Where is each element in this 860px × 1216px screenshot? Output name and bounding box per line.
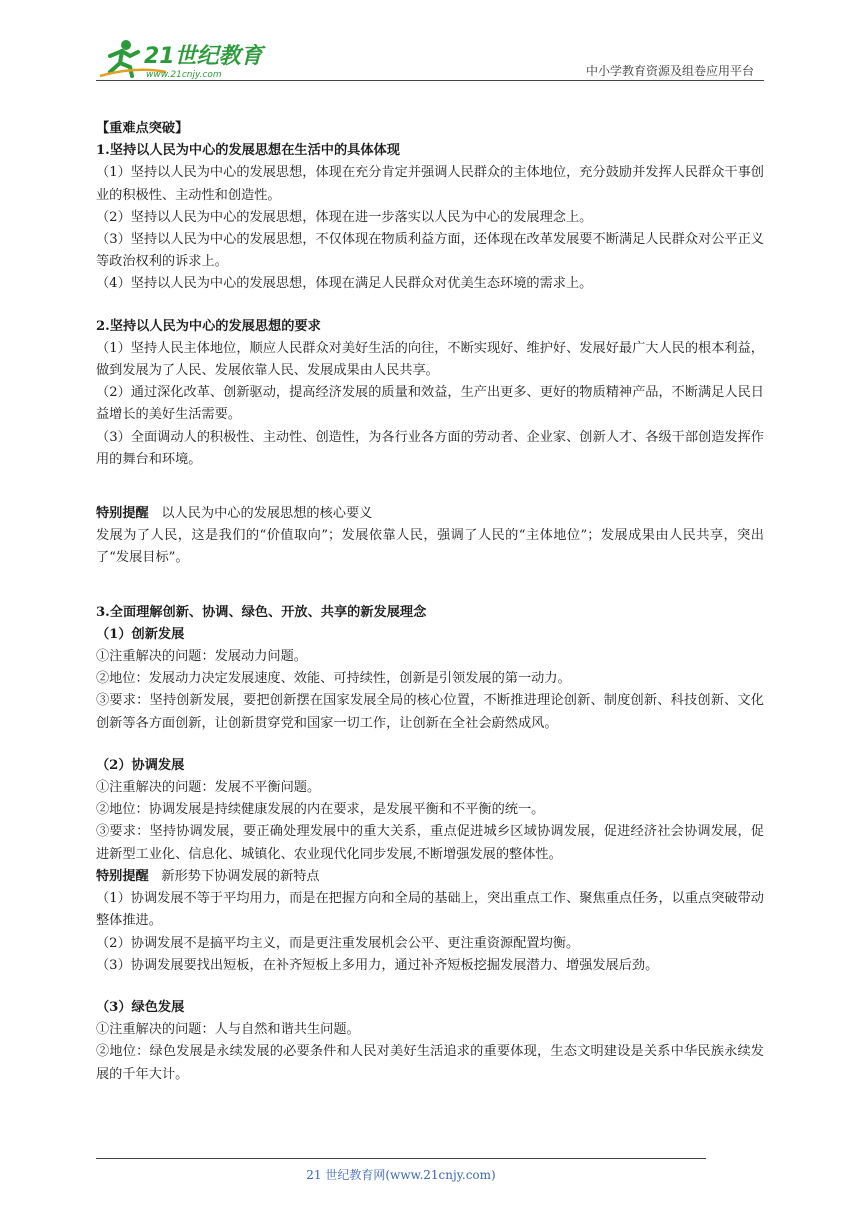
tip-body: 发展为了人民，这是我们的“价值取向”；发展依靠人民，强调了人民的“主体地位”；发展成果由人民共享，突出了“发展目标”。 [96,528,764,566]
logo-runner-icon [96,36,266,82]
document-body [96,118,764,1086]
logo [96,36,266,82]
heading-2: 2.坚持以人民为中心的发展思想的要求 [96,318,321,334]
platform-name: 中小学教育资源及组卷应用平台 [585,64,754,78]
subheading-coordination: （2）协调发展 [96,757,185,773]
tip-title: 新形势下协调发展的新特点 [161,868,320,884]
paragraph: （1）坚持人民主体地位，顺应人民群众对美好生活的向往，不断实现好、维护好、发展好最广大人民的根本利益，做到发展为了人民、发展依靠人民、发展成果由人民共享。 [96,340,764,379]
paragraph: （3）坚持以人民为中心的发展思想，不仅体现在物质利益方面，还体现在改革发展要不断满足人民群众对公平正义等政治权利的诉求上。 [96,232,764,270]
footer-divider [96,1158,706,1159]
page-header [96,36,764,82]
paragraph: ②地位：绿色发展是永续发展的必要条件和人民对美好生活追求的重要体现，生态文明建设是关系中华民族永续发展的千年大计。 [96,1044,764,1082]
subheading-green: （3）绿色发展 [96,999,185,1015]
footer-link[interactable]: 21 世纪教育网(www.21cnjy.com) [306,1168,496,1182]
paragraph: （2）通过深化改革、创新驱动，提高经济发展的质量和效益，生产出更多、更好的物质精神产品，不断满足人民日益增长的美好生活需要。 [96,385,764,423]
paragraph: （1）坚持以人民为中心的发展思想，体现在充分肯定并强调人民群众的主体地位，充分鼓励并发挥人民群众干事创业的积极性、主动性和创造性。 [96,165,764,203]
heading-1: 1.坚持以人民为中心的发展思想在生活中的具体体现 [96,143,400,159]
header-divider [96,80,764,81]
paragraph: （2）坚持以人民为中心的发展思想，体现在进一步落实以人民为中心的发展理念上。 [96,209,593,225]
paragraph: ③要求：坚持协调发展，要正确处理发展中的重大关系，重点促进城乡区域协调发展，促进经济社会协调发展，促进新型工业化、信息化、城镇化、农业现代化同步发展,不断增强发展的整体性。 [96,824,764,862]
heading-3: 3.全面理解创新、协调、绿色、开放、共享的新发展理念 [96,604,427,620]
paragraph: （1）协调发展不等于平均用力，而是在把握方向和全局的基础上，突出重点工作、聚焦重点任务，以重点突破带动整体推进。 [96,891,764,929]
tip-label: 特别提醒 [96,506,149,522]
paragraph: ②地位：发展动力决定发展速度、效能、可持续性，创新是引领发展的第一动力。 [96,671,571,687]
paragraph: （2）协调发展不是搞平均主义，而是更注重发展机会公平、更注重资源配置均衡。 [96,935,580,951]
section-title: 【重难点突破】 [96,121,189,136]
tip-heading [96,866,764,888]
paragraph: ①注重解决的问题：人与自然和谐共生问题。 [96,1022,360,1038]
paragraph: （4）坚持以人民为中心的发展思想，体现在满足人民群众对优美生态环境的需求上。 [96,276,593,292]
svg-text:www.21cnjy.com: www.21cnjy.com [146,70,222,80]
tip-label: 特别提醒 [96,868,149,884]
svg-text:21世纪教育: 21世纪教育 [144,44,263,69]
paragraph: （3）全面调动人的积极性、主动性、创造性，为各行业各方面的劳动者、企业家、创新人才、各级干部创造发挥作用的舞台和环境。 [96,429,764,467]
paragraph: ①注重解决的问题：发展动力问题。 [96,649,307,665]
subheading-innovation: （1）创新发展 [96,626,185,642]
paragraph: ③要求：坚持创新发展，要把创新摆在国家发展全局的核心位置，不断推进理论创新、制度创新、科技创新、文化创新等各方面创新，让创新贯穿党和国家一切工作，让创新在全社会蔚然成风。 [96,693,764,731]
paragraph: （3）协调发展要找出短板，在补齐短板上多用力，通过补齐短板挖掘发展潜力、增强发展后劲。 [96,957,659,973]
paragraph: ②地位：协调发展是持续健康发展的内在要求，是发展平衡和不平衡的统一。 [96,802,545,818]
paragraph: ①注重解决的问题：发展不平衡问题。 [96,780,321,796]
tip-title: 以人民为中心的发展思想的核心要义 [161,506,373,522]
tip-heading [96,503,764,525]
